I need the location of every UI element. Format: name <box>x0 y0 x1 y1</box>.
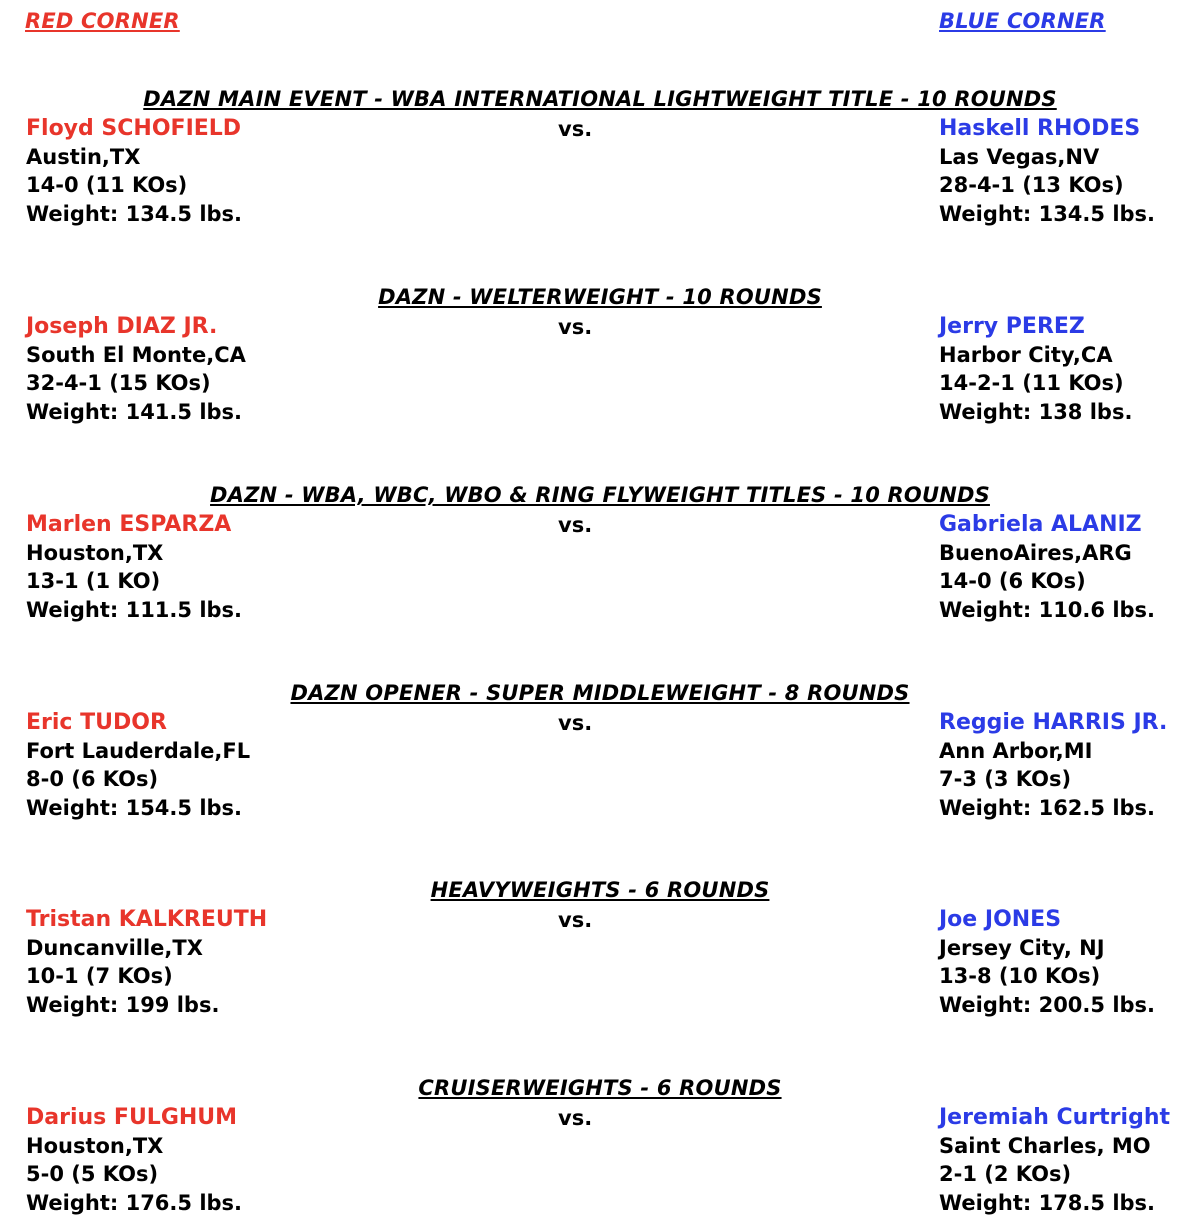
blue-fighter-hometown: Saint Charles, MO <box>939 1134 1151 1159</box>
blue-fighter-hometown: BuenoAires,ARG <box>939 541 1132 566</box>
bout-title: CRUISERWEIGHTS - 6 ROUNDS <box>418 1076 782 1100</box>
red-fighter <box>26 313 246 426</box>
red-fighter-weight: Weight: 141.5 lbs. <box>26 399 243 424</box>
bout-title: DAZN MAIN EVENT - WBA INTERNATIONAL LIGHTWEIGHT TITLE - 10 ROUNDS <box>143 87 1057 111</box>
red-fighter <box>26 709 250 822</box>
blue-fighter <box>939 1104 1170 1217</box>
blue-fighter-name: Gabriela ALANIZ <box>939 512 1142 537</box>
blue-fighter <box>939 709 1167 822</box>
vs-label: vs. <box>558 908 593 932</box>
blue-fighter-weight: Weight: 178.5 lbs. <box>939 1190 1156 1215</box>
vs-label: vs. <box>558 315 593 339</box>
red-fighter <box>26 115 242 228</box>
bout-card <box>0 285 1200 435</box>
red-fighter-name: Joseph DIAZ JR. <box>26 314 218 339</box>
blue-fighter <box>939 313 1132 426</box>
blue-fighter-record: 7-3 (3 KOs) <box>939 767 1072 792</box>
bout-card <box>0 681 1200 831</box>
blue-fighter-hometown: Harbor City,CA <box>939 343 1113 368</box>
vs-label: vs. <box>558 1106 593 1130</box>
red-fighter-record: 32-4-1 (15 KOs) <box>26 371 211 396</box>
bout-title: HEAVYWEIGHTS - 6 ROUNDS <box>430 878 770 902</box>
vs-label: vs. <box>558 711 593 735</box>
red-fighter <box>26 511 242 624</box>
red-fighter <box>26 1104 242 1217</box>
blue-fighter-record: 28-4-1 (13 KOs) <box>939 173 1124 198</box>
blue-fighter-weight: Weight: 200.5 lbs. <box>939 992 1156 1017</box>
red-fighter-name: Floyd SCHOFIELD <box>26 116 242 141</box>
red-fighter-record: 8-0 (6 KOs) <box>26 767 159 792</box>
vs-label: vs. <box>558 513 593 537</box>
blue-fighter-record: 2-1 (2 KOs) <box>939 1162 1072 1187</box>
blue-fighter-name: Jerry PEREZ <box>939 314 1085 339</box>
blue-fighter-name: Reggie HARRIS JR. <box>939 710 1168 735</box>
red-corner-heading: RED CORNER <box>25 9 180 33</box>
blue-fighter <box>939 906 1155 1019</box>
blue-fighter-record: 14-2-1 (11 KOs) <box>939 371 1124 396</box>
red-fighter-hometown: Duncanville,TX <box>26 936 203 961</box>
red-fighter-hometown: Houston,TX <box>26 1134 164 1159</box>
bout-card <box>0 87 1200 237</box>
red-fighter-name: Marlen ESPARZA <box>26 512 232 537</box>
blue-fighter-hometown: Ann Arbor,MI <box>939 739 1093 764</box>
red-fighter-weight: Weight: 111.5 lbs. <box>26 597 243 622</box>
vs-label: vs. <box>558 117 593 141</box>
blue-fighter-weight: Weight: 162.5 lbs. <box>939 795 1156 820</box>
bout-title: DAZN - WELTERWEIGHT - 10 ROUNDS <box>378 285 822 309</box>
blue-corner-heading: BLUE CORNER <box>939 9 1106 33</box>
red-fighter-name: Eric TUDOR <box>26 710 167 735</box>
blue-fighter-weight: Weight: 110.6 lbs. <box>939 597 1156 622</box>
blue-fighter-record: 14-0 (6 KOs) <box>939 569 1086 594</box>
blue-fighter-weight: Weight: 134.5 lbs. <box>939 201 1156 226</box>
blue-fighter-name: Jeremiah Curtright <box>939 1105 1170 1130</box>
bout-card <box>0 878 1200 1028</box>
blue-fighter-record: 13-8 (10 KOs) <box>939 964 1101 989</box>
red-fighter-record: 10-1 (7 KOs) <box>26 964 173 989</box>
red-fighter-hometown: South El Monte,CA <box>26 343 246 368</box>
bout-card <box>0 1076 1200 1226</box>
blue-fighter <box>939 115 1155 228</box>
red-fighter-weight: Weight: 176.5 lbs. <box>26 1190 243 1215</box>
red-fighter-record: 14-0 (11 KOs) <box>26 173 188 198</box>
red-fighter-hometown: Fort Lauderdale,FL <box>26 739 251 764</box>
red-fighter <box>26 906 267 1019</box>
bout-card <box>0 483 1200 633</box>
red-fighter-weight: Weight: 154.5 lbs. <box>26 795 243 820</box>
red-fighter-record: 5-0 (5 KOs) <box>26 1162 159 1187</box>
bout-title: DAZN OPENER - SUPER MIDDLEWEIGHT - 8 ROUNDS <box>290 681 910 705</box>
red-fighter-weight: Weight: 199 lbs. <box>26 992 220 1017</box>
blue-fighter-name: Haskell RHODES <box>939 116 1141 141</box>
red-fighter-name: Tristan KALKREUTH <box>26 907 268 932</box>
red-fighter-record: 13-1 (1 KO) <box>26 569 161 594</box>
blue-fighter-weight: Weight: 138 lbs. <box>939 399 1133 424</box>
blue-fighter-name: Joe JONES <box>939 907 1062 932</box>
red-fighter-hometown: Houston,TX <box>26 541 164 566</box>
bout-title: DAZN - WBA, WBC, WBO & RING FLYWEIGHT TITLES - 10 ROUNDS <box>210 483 990 507</box>
blue-fighter-hometown: Jersey City, NJ <box>939 936 1105 961</box>
red-fighter-hometown: Austin,TX <box>26 145 141 170</box>
blue-fighter-hometown: Las Vegas,NV <box>939 145 1100 170</box>
blue-fighter <box>939 511 1155 624</box>
red-fighter-name: Darius FULGHUM <box>26 1105 238 1130</box>
red-fighter-weight: Weight: 134.5 lbs. <box>26 201 243 226</box>
